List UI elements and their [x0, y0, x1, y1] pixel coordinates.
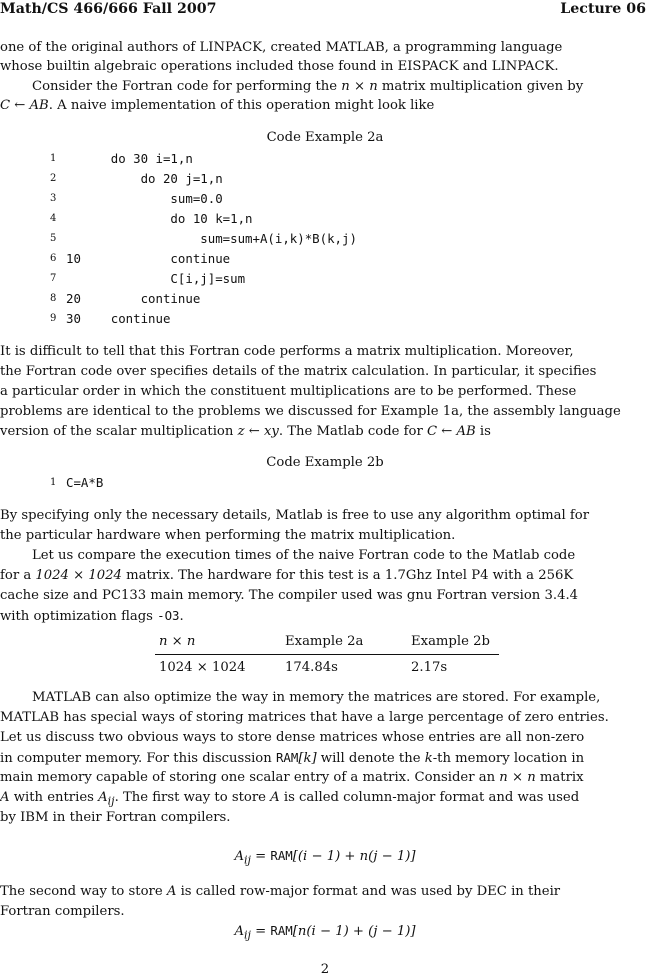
math-a: A: [270, 790, 280, 805]
table-header-2b: Example 2b: [407, 632, 499, 655]
line-number: 8: [50, 293, 57, 304]
text-span: The second way to store: [0, 884, 167, 899]
para5-line-3: Let us discuss two obvious ways to store dense matrices whose entries are all non-zero: [0, 730, 585, 745]
para6-line-1: [0, 882, 648, 901]
text-span: version of the scalar multiplication: [0, 424, 238, 439]
code-text: 30 continue: [66, 311, 171, 326]
text-span: . A naive implementation of this operation might look like: [48, 98, 435, 113]
para5-line-7: by IBM in their Fortran compilers.: [0, 810, 231, 825]
line-number: 9: [50, 313, 57, 324]
code-example-2a-caption: Code Example 2a: [266, 130, 384, 145]
para5-line-4: [0, 748, 648, 768]
code-text: do 30 i=1,n: [66, 151, 193, 166]
math-dim: n × n: [159, 634, 196, 649]
code-text: C=A*B: [66, 475, 104, 490]
math-assign: C ← AB: [426, 424, 476, 439]
text-span: for a: [0, 568, 36, 583]
eq-sign: =: [250, 924, 271, 939]
line-number: 1: [50, 153, 57, 164]
intro-line-4: [0, 96, 648, 115]
math-scalar: z ← xy: [237, 424, 279, 439]
math-dim: n × n: [499, 770, 536, 785]
text-span: .: [179, 609, 184, 624]
eq-sub: ij: [244, 928, 251, 942]
math-subscript: ij: [107, 794, 115, 808]
code-text: sum=0.0: [66, 191, 223, 206]
code-example-2b-caption: Code Example 2b: [266, 455, 384, 470]
equation-row-major: [0, 921, 650, 945]
timing-table: [155, 632, 499, 677]
page-header: [0, 0, 650, 20]
text-span: is called row-major format and was used by DEC in their: [176, 884, 561, 899]
math-a: A: [166, 884, 177, 899]
text-span: with optimization flags: [0, 609, 158, 624]
para5-line-1: MATLAB can also optimize the way in memory the matrices are stored. For example,: [32, 690, 601, 705]
text-span: is: [475, 424, 491, 439]
math-a: A: [0, 790, 10, 805]
line-number: 4: [50, 213, 57, 224]
para2-line-3: a particular order in which the constituent multiplications are to be performed. These: [0, 384, 577, 399]
text-span: with entries: [9, 790, 99, 805]
para3-line-2: the particular hardware when performing the matrix multiplication.: [0, 528, 456, 543]
text-span: Consider the Fortran code for performing the: [32, 79, 342, 94]
math-dim: n × n: [341, 79, 378, 94]
table-header-row: [155, 632, 499, 655]
ram-token: RAM: [270, 923, 293, 938]
course-title: Math/CS 466/666 Fall 2007: [0, 1, 217, 17]
table-row: [155, 655, 499, 678]
equation-column-major: [0, 846, 650, 870]
eq-rhs: [n(i − 1) + (j − 1)]: [292, 924, 416, 939]
text-span: main memory capable of storing one scalar entry of a matrix. Consider an: [0, 770, 500, 785]
para5-line-2: MATLAB has special ways of storing matrices that have a large percentage of zero entries.: [0, 710, 609, 725]
math-index: [k]: [298, 751, 317, 766]
code-text: sum=sum+A(i,k)*B(k,j): [66, 231, 357, 246]
math-assign: C ← AB: [0, 98, 49, 113]
para4-line-1: Let us compare the execution times of the naive Fortran code to the Matlab code: [32, 548, 576, 563]
intro-line-2: whose builtin algebraic operations included those found in EISPACK and LINPACK.: [0, 59, 559, 74]
para3-line-1: By specifying only the necessary details, Matlab is free to use any algorithm optimal for: [0, 508, 590, 523]
para4-line-2: [0, 566, 648, 585]
table-cell-2b: 2.17s: [411, 660, 448, 675]
text-span: is called column-major format and was used: [279, 790, 580, 805]
para5-line-5: [0, 768, 648, 787]
para2-line-2: the Fortran code over specifies details of the matrix calculation. In particular, it specifies: [0, 364, 597, 379]
table-cell-2a: 174.84s: [285, 660, 338, 675]
math-a: A: [98, 790, 108, 805]
line-number: 2: [50, 173, 57, 184]
text-span: in computer memory. For this discussion: [0, 751, 276, 766]
intro-line-3: [0, 77, 648, 96]
math-dim: 1024 × 1024: [35, 568, 122, 583]
code-text: C[i,j]=sum: [66, 271, 246, 286]
ram-token: RAM: [275, 750, 299, 765]
eq-rhs: [(i − 1) + n(j − 1)]: [292, 849, 416, 864]
text-span: matrix: [535, 770, 584, 785]
para6-line-2: Fortran compilers.: [0, 904, 125, 919]
eq-sub: ij: [244, 853, 251, 867]
code-text: 10 continue: [66, 251, 231, 266]
intro-line-1: one of the original authors of LINPACK, created MATLAB, a programming language: [0, 40, 563, 55]
text-span: matrix multiplication given by: [377, 79, 584, 94]
code-text: do 20 j=1,n: [66, 171, 223, 186]
text-span: -th memory location in: [432, 751, 585, 766]
text-span: matrix. The hardware for this test is a 1.7Ghz Intel P4 with a 256K: [121, 568, 574, 583]
line-number: 1: [50, 477, 57, 488]
para4-line-3: cache size and PC133 main memory. The compiler used was gnu Fortran version 3.4.4: [0, 588, 579, 603]
table-header-2a: Example 2a: [281, 632, 407, 655]
code-text: 20 continue: [66, 291, 201, 306]
code-text: do 10 k=1,n: [66, 211, 253, 226]
para4-line-4: [0, 606, 648, 626]
text-span: . The first way to store: [114, 790, 271, 805]
para2-line-5: [0, 422, 648, 441]
line-number: 3: [50, 193, 57, 204]
text-span: . The Matlab code for: [278, 424, 427, 439]
page-number: 2: [320, 962, 330, 977]
lecture-label: Lecture 06: [560, 1, 646, 17]
eq-lhs: A: [234, 849, 244, 864]
para2-line-4: problems are identical to the problems we discussed for Example 1a, the assembly language: [0, 404, 621, 419]
line-number: 7: [50, 273, 57, 284]
table-cell-dim: 1024 × 1024: [159, 660, 246, 675]
eq-sign: =: [250, 849, 271, 864]
para2-line-1: It is difficult to tell that this Fortran code performs a matrix multiplication. Moreover,: [0, 344, 574, 359]
text-span: will denote the: [316, 751, 425, 766]
compiler-flag: -O3: [157, 608, 180, 623]
eq-lhs: A: [234, 924, 244, 939]
line-number: 5: [50, 233, 57, 244]
line-number: 6: [50, 253, 57, 264]
table-header-dim: [155, 632, 281, 655]
ram-token: RAM: [270, 848, 293, 863]
math-k: k: [424, 751, 433, 766]
